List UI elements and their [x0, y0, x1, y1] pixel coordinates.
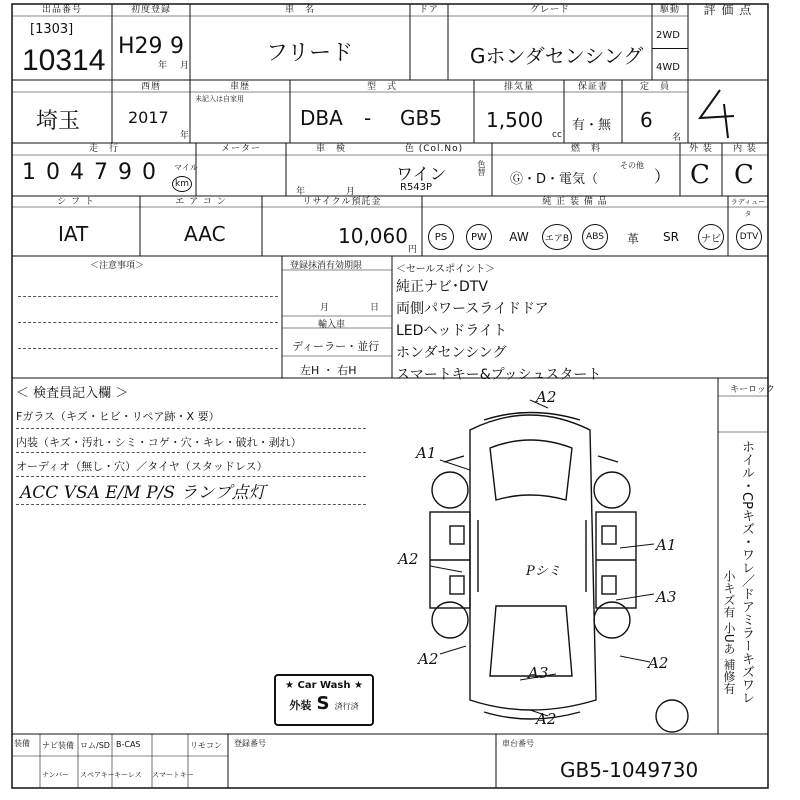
mileage-header: 走 行: [88, 144, 119, 154]
carwash-grade: S: [316, 693, 330, 714]
model-prefix: DBA: [300, 106, 343, 130]
diagram-mark: A2: [536, 388, 557, 406]
doors-header: ドア: [419, 5, 439, 15]
diagram-mark: A1: [416, 444, 437, 462]
score-header: 評 価 点: [703, 3, 753, 17]
side-note: ホイル・CPキズ・ワレ／ドアミラーキズワレ: [739, 440, 754, 704]
equip-leather: 革: [626, 232, 639, 246]
mileage-digits: [18, 160, 160, 185]
exterior-grade: C: [690, 160, 710, 190]
year-suffix: 年: [180, 131, 190, 141]
equip-ps: PS: [428, 224, 454, 250]
bottom-label: ナビ装備: [42, 741, 74, 750]
diagram-mark: A2: [398, 550, 419, 568]
interior-grade: C: [734, 160, 754, 190]
displacement-header: 排気量: [503, 82, 534, 92]
lot-number: 10314: [22, 44, 106, 77]
mileage-miles-label: マイル: [174, 163, 198, 172]
mileage-digit: 4: [70, 160, 84, 185]
sales-header: ＜セールスポイント＞: [396, 264, 496, 275]
sales-point: 純正ナビ･DTV: [396, 279, 488, 295]
steering-option: 左H ・ 右H: [300, 364, 357, 377]
bottom-label: リモコン: [190, 741, 222, 750]
diagram-mark: A2: [418, 650, 439, 668]
carwash-body: [276, 693, 372, 714]
notes-line: [18, 322, 278, 323]
drive-header: 駆動: [659, 5, 680, 15]
sales-point: スマートキー&プッシュスタート: [396, 367, 602, 383]
interior-header: 内 装: [733, 144, 757, 154]
first-reg-month: 9: [170, 34, 184, 59]
inspector-line-rule: [16, 476, 366, 477]
car-name: フリード: [266, 41, 354, 66]
model-code: GB5: [400, 106, 442, 130]
shift-header: シ フ ト: [57, 197, 95, 207]
first-reg-month-unit: 月: [180, 61, 190, 71]
capacity-unit: 名: [672, 133, 682, 143]
mileage-digit: 0: [142, 160, 156, 185]
mileage-digit: 7: [94, 160, 108, 185]
equipment-header: 純 正 装 備 品: [542, 197, 608, 207]
color-change-label: 色替: [477, 160, 486, 176]
notes-line: [18, 348, 278, 349]
equip-dtv: DTV: [736, 224, 762, 250]
car-name-header: 車 名: [284, 5, 315, 15]
inspector-line-rule: [16, 452, 366, 453]
sales-point: 両側パワースライドドア: [396, 301, 549, 317]
inspection-month-unit: 月: [346, 187, 356, 197]
chassis-number: GB5-1049730: [560, 758, 699, 782]
inspector-line-rule: [16, 428, 366, 429]
diagram-mark: A2: [536, 710, 557, 728]
diagram-mark: A1: [656, 536, 677, 554]
warranty-header: 保証書: [577, 82, 608, 92]
recycle-value: 10,060: [338, 224, 408, 248]
side-note: 小キズ有 小Uあ 補修有: [722, 570, 736, 695]
bottom-label: ナンバー: [42, 771, 70, 779]
radiator-header: ラディュータ: [730, 198, 766, 218]
carwash-prefix: 外装: [289, 699, 312, 712]
mileage-digit: 9: [118, 160, 132, 185]
history-header: 車歴: [229, 82, 250, 92]
grade-value: Gホンダセンシング: [470, 44, 644, 68]
import-option: ディーラー・並行: [292, 340, 380, 353]
warranty-value: 有・無: [572, 118, 612, 133]
model-header: 型 式: [366, 82, 397, 92]
inspector-line: オーディオ（無し・穴）／タイヤ（スタッドレス）: [16, 460, 268, 473]
region-value: 埼玉: [36, 109, 81, 134]
first-registration-header: 初度登録: [130, 5, 171, 15]
import-label: 輸入車: [318, 320, 346, 330]
registration-expiry-day: 日: [370, 303, 380, 313]
bottom-label: 装備: [14, 739, 30, 748]
carwash-stamp: [274, 674, 374, 726]
registration-expiry-month: 月: [320, 303, 330, 313]
meter-header: メーター: [220, 144, 261, 154]
diagram-mark: Pシミ: [526, 564, 561, 579]
model-dash: -: [364, 106, 372, 130]
equip-navi: ナビ: [698, 224, 724, 250]
recycle-header: リサイクル預託金: [302, 197, 382, 207]
aircon-value: AAC: [184, 222, 226, 246]
lot-number-header: 出品番号: [41, 5, 82, 15]
fuel-header: 燃 料: [570, 144, 601, 154]
capacity-value: 6: [640, 108, 653, 132]
keylock-label: キーロック: [730, 385, 775, 395]
inspector-line: 内装（キズ・汚れ・シミ・コゲ・穴・キレ・破れ・剥れ）: [16, 436, 302, 449]
registration-expiry-label: 登録抹消有効期限: [290, 261, 363, 271]
equip-sunroof: SR: [663, 230, 679, 244]
bottom-label: ロム/SD: [80, 741, 110, 750]
chassis-label: 車台番号: [502, 739, 534, 748]
color-name: ワイン: [396, 165, 447, 185]
inspector-header: ＜ 検査員記入欄 ＞: [16, 386, 129, 401]
first-reg-year-unit: 年: [158, 61, 168, 71]
mileage-digit: 1: [22, 160, 36, 185]
sales-point: ホンダセンシング: [396, 345, 507, 361]
score-mark: [700, 90, 734, 138]
notes-header: ＜注意事項＞: [90, 261, 145, 271]
bottom-label: スペアキー: [80, 771, 115, 779]
sales-point: LEDヘッドライト: [396, 323, 508, 339]
recycle-unit: 円: [408, 245, 418, 255]
inspector-handwritten-notes: ACC VSA E/M P/S ランプ点灯: [20, 483, 266, 503]
color-header: 色 (Col.No): [404, 144, 464, 154]
exterior-header: 外 装: [689, 144, 713, 154]
diagram-mark: A2: [648, 654, 669, 672]
drive-divider: [652, 48, 688, 49]
equip-aw: AW: [509, 230, 529, 244]
inspection-header: 車 検: [315, 144, 346, 154]
equip-airbag: エアB: [542, 224, 572, 250]
displacement-value: 1,500: [486, 108, 544, 132]
inspector-line: Fガラス（キズ・ヒビ・リペア跡・X 要）: [16, 410, 220, 423]
inspection-year-unit: 年: [296, 187, 306, 197]
equip-pw: PW: [466, 224, 492, 250]
diagram-mark: A3: [656, 588, 677, 606]
drive-2wd: 2WD: [656, 30, 680, 41]
fuel-close: ）: [654, 167, 671, 186]
grade-header: グレード: [529, 5, 570, 15]
diagram-mark: A3: [528, 664, 549, 682]
aircon-header: エ ア コ ン: [175, 197, 227, 207]
bottom-label: スマートキー: [152, 771, 194, 779]
mileage-digit: 0: [46, 160, 60, 185]
drive-4wd: 4WD: [656, 62, 680, 73]
year-value: 2017: [128, 108, 169, 127]
lot-prefix: [1303]: [30, 22, 74, 37]
carwash-title: ★ Car Wash ★: [285, 680, 363, 691]
year-header: 西暦: [140, 82, 161, 92]
equip-abs: ABS: [582, 224, 608, 250]
shift-value: IAT: [58, 222, 89, 246]
bottom-label: B-CAS: [116, 740, 141, 749]
color-code: R543P: [400, 182, 433, 193]
displacement-unit: cc: [552, 130, 562, 140]
capacity-header: 定 員: [639, 82, 670, 92]
fuel-other-label: その他: [620, 161, 644, 170]
mileage-km-label: km: [172, 176, 192, 192]
notes-line: [18, 296, 278, 297]
registration-number-label: 登録番号: [234, 739, 266, 748]
history-sub: 未記入は自家用: [195, 95, 244, 103]
fuel-options: Ⓖ・D・電気（: [510, 172, 599, 187]
inspector-line-rule: [16, 504, 366, 505]
carwash-suffix: 済行済: [334, 702, 359, 711]
bottom-label: キーレス: [114, 771, 142, 779]
first-reg-era: H29: [118, 34, 163, 59]
